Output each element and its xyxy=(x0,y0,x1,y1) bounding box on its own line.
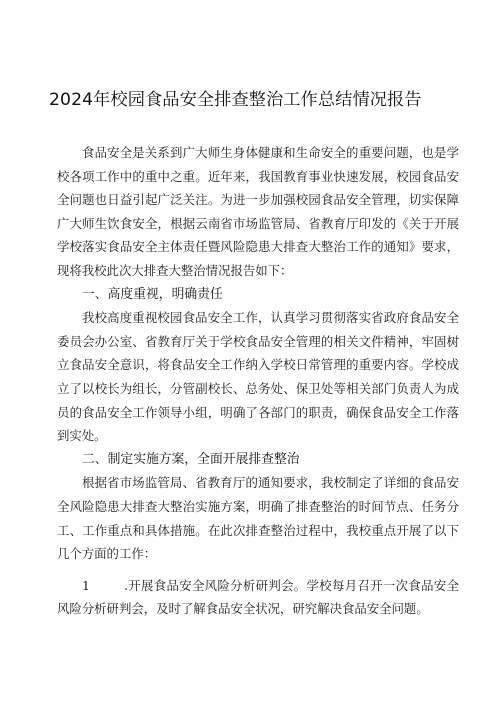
intro-paragraph: 食品安全是关系到广大师生身体健康和生命安全的重要问题，也是学校各项工作中的重中之重。近年来，我国教育事业快速发展，校园食品安全问题也日益引起广泛关注。为进一步加强校园食品安全管理，切实保障广大师生饮食安全，根据云南省市场监管局、省教育厅印发的《关于开展学校落实食品安全主体责任暨风险隐患大排查大整治工作的通知》要求，现将我校此次大排查大整治情况报告如下： xyxy=(57,145,459,278)
section-1-heading: 一、高度重视，明确责任 xyxy=(82,286,223,302)
document-title: 2024年校园食品安全排查整治工作总结情况报告 xyxy=(49,90,422,110)
list-item-1 xyxy=(57,574,459,621)
section-2-heading: 二、制定实施方案，全面开展排查整治 xyxy=(82,451,300,467)
section-1-paragraph: 我校高度重视校园食品安全工作，认真学习贯彻落实省政府食品安全委员会办公室、省教育厅关于学校食品安全管理的相关文件精神，牢固树立食品安全意识，将食品安全工作纳入学校日常管理的重要内容。学校成立了以校长为组长，分管副校长、总务处、保卫处等相关部门负责人为成员的食品安全工作领导小组，明确了各部门的职责，确保食品安全工作落到实处。 xyxy=(57,310,459,444)
document-body xyxy=(57,141,459,621)
list-item-1-number: 1 xyxy=(82,577,90,593)
section-2-paragraph: 根据省市场监管局、省教育厅的通知要求，我校制定了详细的食品安全风险隐患大排查大整治实施方案，明确了排查整治的时间节点、任务分工、工作重点和具体措施。在此次排查整治过程中，我校重点开展了以下几个方面的工作： xyxy=(57,475,459,562)
list-item-1-text: .开展食品安全风险分析研判会。学校每月召开一次食品安全风险分析研判会，及时了解食品安全状况，研究解决食品安全问题。 xyxy=(57,577,459,617)
